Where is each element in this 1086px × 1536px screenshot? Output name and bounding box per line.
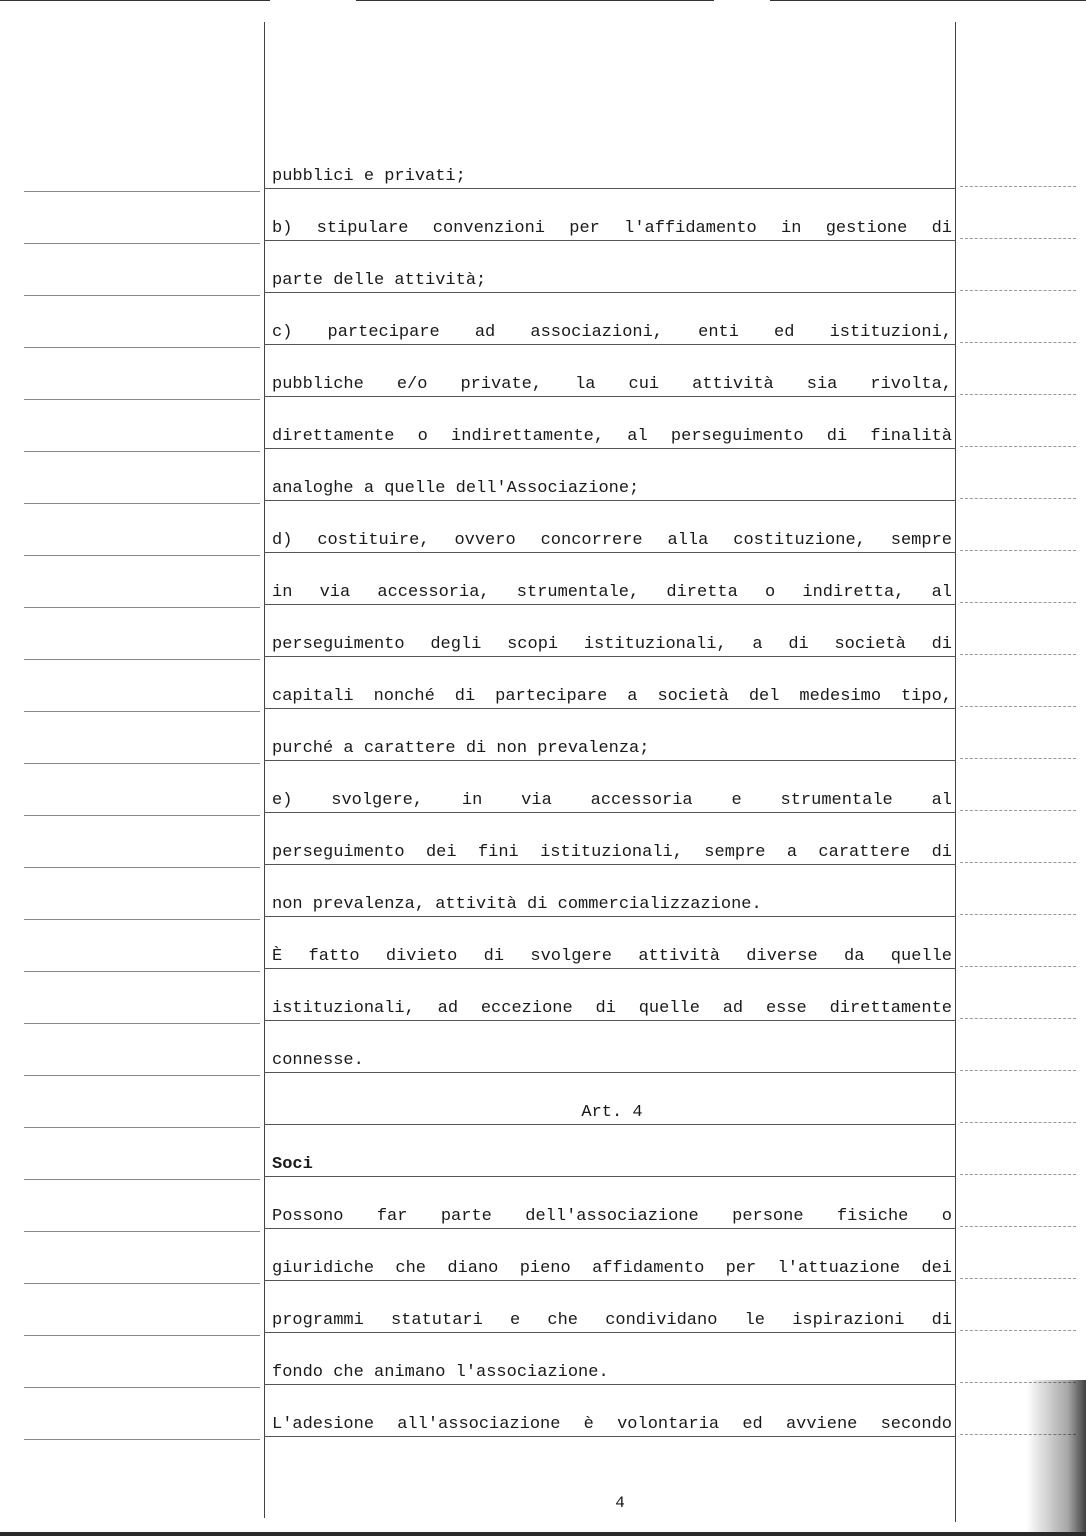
text-line-18: connesse. — [272, 1051, 364, 1070]
ruled-line — [264, 240, 956, 241]
top-rule-right — [770, 0, 1086, 1]
page-bottom-edge — [0, 1532, 1086, 1536]
right-margin-rule — [960, 1174, 1076, 1175]
text-line-2: b) stipulare convenzioni per l'affidamento in gestione di — [272, 219, 952, 238]
right-margin-rule — [960, 1226, 1076, 1227]
left-margin-rule — [24, 1023, 260, 1024]
left-margin-line — [264, 22, 265, 1518]
binding-shadow — [1026, 1380, 1086, 1536]
text-line-11: capitali nonché di partecipare a società del medesimo tipo, — [272, 687, 952, 706]
text-line-5: pubbliche e/o private, la cui attività sia rivolta, — [272, 375, 952, 394]
ruled-line — [264, 1124, 956, 1125]
text-line-14: perseguimento dei fini istituzionali, sempre a carattere di — [272, 843, 952, 862]
top-rule-left — [0, 0, 270, 1]
ruled-line — [264, 812, 956, 813]
right-margin-rule — [960, 914, 1076, 915]
left-margin-rule — [24, 1075, 260, 1076]
text-line-16: È fatto divieto di svolgere attività diverse da quelle — [272, 947, 952, 966]
text-line-13: e) svolgere, in via accessoria e strumentale al — [272, 791, 952, 810]
text-line-4: c) partecipare ad associazioni, enti ed istituzioni, — [272, 323, 952, 342]
page-number: 4 — [615, 1494, 625, 1512]
text-line-10: perseguimento degli scopi istituzionali, a di società di — [272, 635, 952, 654]
left-margin-rule — [24, 1179, 260, 1180]
left-margin-rule — [24, 399, 260, 400]
ruled-line — [264, 760, 956, 761]
ruled-line — [264, 500, 956, 501]
text-line-9: in via accessoria, strumentale, diretta o indiretta, al — [272, 583, 952, 602]
article-heading: Art. 4 — [581, 1103, 643, 1122]
ruled-line — [264, 604, 956, 605]
text-line-3: parte delle attività; — [272, 271, 487, 290]
right-margin-rule — [960, 446, 1076, 447]
text-line-23: programmi statutari e che condividano le ispirazioni di — [272, 1311, 952, 1330]
right-margin-rule — [960, 238, 1076, 239]
right-margin-rule — [960, 1070, 1076, 1071]
left-margin-rule — [24, 867, 260, 868]
ruled-line — [264, 1176, 956, 1177]
right-margin-rule — [960, 862, 1076, 863]
text-line-25: L'adesione all'associazione è volontaria ed avviene secondo — [272, 1415, 952, 1434]
left-margin-rule — [24, 243, 260, 244]
ruled-line — [264, 1384, 956, 1385]
left-margin-rule — [24, 1439, 260, 1440]
ruled-line — [264, 1332, 956, 1333]
right-margin-rule — [960, 1330, 1076, 1331]
left-margin-rule — [24, 971, 260, 972]
right-margin-rule — [960, 810, 1076, 811]
right-margin-rule — [960, 1122, 1076, 1123]
ruled-line — [264, 292, 956, 293]
ruled-line — [264, 396, 956, 397]
ruled-line — [264, 1020, 956, 1021]
right-margin-rule — [960, 290, 1076, 291]
right-margin-rule — [960, 706, 1076, 707]
left-margin-rule — [24, 1283, 260, 1284]
right-margin-rule — [960, 394, 1076, 395]
left-margin-rule — [24, 1335, 260, 1336]
right-margin-rule — [960, 550, 1076, 551]
text-line-12: purché a carattere di non prevalenza; — [272, 739, 650, 758]
text-line-8: d) costituire, ovvero concorrere alla costituzione, sempre — [272, 531, 952, 550]
ruled-line — [264, 448, 956, 449]
left-margin-rule — [24, 1387, 260, 1388]
ruled-line — [264, 1436, 956, 1437]
left-margin-rule — [24, 347, 260, 348]
text-line-1: pubblici e privati; — [272, 167, 466, 186]
left-margin-rule — [24, 191, 260, 192]
text-line-15: non prevalenza, attività di commercializzazione. — [272, 895, 762, 914]
right-margin-rule — [960, 1018, 1076, 1019]
right-margin-rule — [960, 186, 1076, 187]
ruled-line — [264, 1280, 956, 1281]
ruled-line — [264, 1072, 956, 1073]
right-margin-rule — [960, 1278, 1076, 1279]
left-margin-rule — [24, 1231, 260, 1232]
text-line-21: Possono far parte dell'associazione persone fisiche o — [272, 1207, 952, 1226]
ruled-line — [264, 188, 956, 189]
right-margin-rule — [960, 602, 1076, 603]
left-margin-rule — [24, 1127, 260, 1128]
text-line-22: giuridiche che diano pieno affidamento per l'attuazione dei — [272, 1259, 952, 1278]
ruled-line — [264, 344, 956, 345]
right-margin-line — [955, 22, 956, 1522]
right-margin-rule — [960, 654, 1076, 655]
left-margin-rule — [24, 659, 260, 660]
right-margin-rule — [960, 758, 1076, 759]
ruled-line — [264, 916, 956, 917]
left-margin-rule — [24, 711, 260, 712]
text-line-17: istituzionali, ad eccezione di quelle ad esse direttamente — [272, 999, 952, 1018]
left-margin-rule — [24, 919, 260, 920]
left-margin-rule — [24, 815, 260, 816]
ruled-line — [264, 1228, 956, 1229]
ruled-line — [264, 552, 956, 553]
left-margin-rule — [24, 607, 260, 608]
right-margin-rule — [960, 966, 1076, 967]
left-margin-rule — [24, 451, 260, 452]
text-line-24: fondo che animano l'associazione. — [272, 1363, 609, 1382]
text-line-6: direttamente o indirettamente, al perseguimento di finalità — [272, 427, 952, 446]
left-margin-rule — [24, 555, 260, 556]
top-rule-center — [356, 0, 714, 1]
left-margin-rule — [24, 295, 260, 296]
right-margin-rule — [960, 342, 1076, 343]
section-title: Soci — [272, 1155, 313, 1174]
left-margin-rule — [24, 763, 260, 764]
left-margin-rule — [24, 503, 260, 504]
ruled-line — [264, 968, 956, 969]
ruled-line — [264, 708, 956, 709]
ruled-line — [264, 864, 956, 865]
text-line-7: analoghe a quelle dell'Associazione; — [272, 479, 640, 498]
right-margin-rule — [960, 498, 1076, 499]
ruled-line — [264, 656, 956, 657]
